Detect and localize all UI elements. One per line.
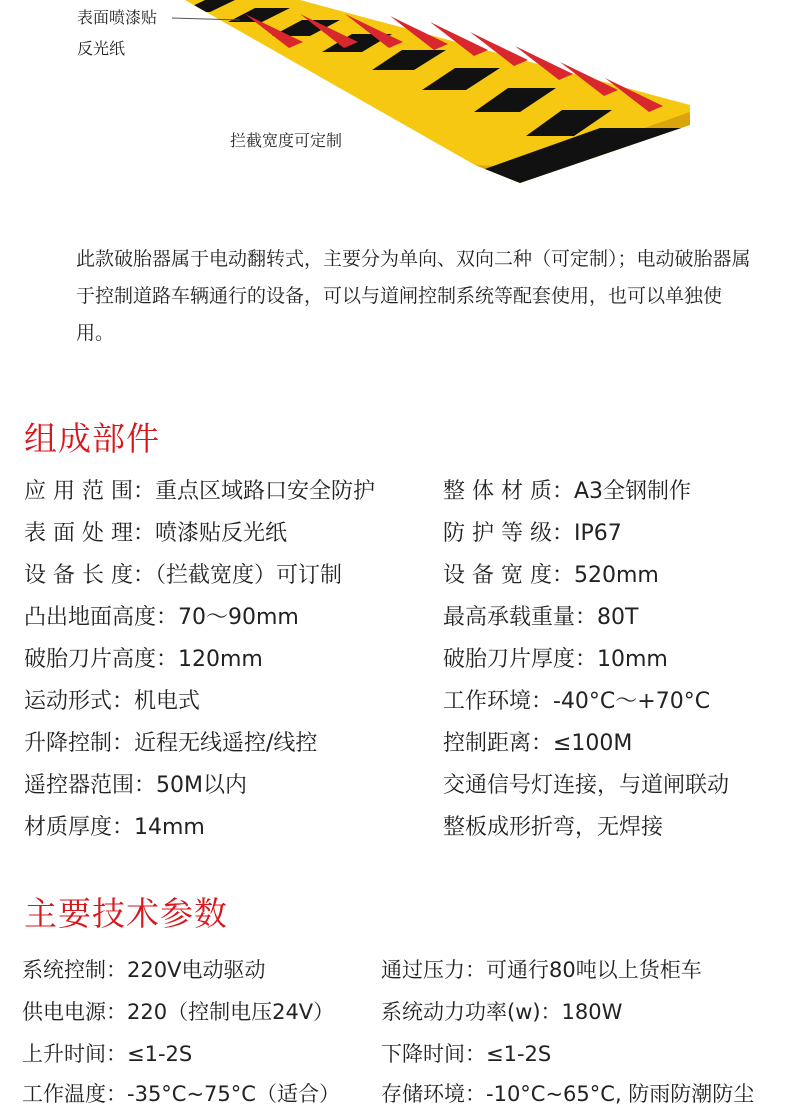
param-left: 供电电源：220（控制电压24V）	[22, 1000, 335, 1024]
product-illustration	[0, 0, 790, 215]
param-left: 上升时间：≤1-2S	[22, 1042, 193, 1066]
spec-left: 遥控器范围：50M以内	[24, 773, 247, 798]
intro-paragraph: 此款破胎器属于电动翻转式，主要分为单向、双向二种（可定制）；电动破胎器属于控制道路车辆通行的设备，可以与道闸控制系统等配套使用，也可以单独使用。	[76, 248, 751, 344]
spec-right: 交通信号灯连接，与道闸联动	[443, 773, 730, 798]
param-right: 系统动力功率(w)：180W	[381, 1000, 623, 1024]
spec-left: 运动形式：机电式	[24, 689, 201, 714]
parameters-title: 主要技术参数	[24, 894, 228, 933]
spec-right: 最高承载重量：80T	[443, 605, 639, 630]
spec-right: 工作环境：-40°C～+70°C	[443, 689, 711, 714]
spec-left: 设 备 长 度：（拦截宽度）可订制	[24, 563, 342, 588]
spec-left: 材质厚度：14mm	[24, 815, 205, 840]
spec-right: 设 备 宽 度：520mm	[443, 563, 659, 588]
spec-left: 表 面 处 理：喷漆贴反光纸	[24, 521, 287, 546]
spec-right: 整板成形折弯，无焊接	[443, 815, 664, 840]
param-left: 工作温度：-35°C~75°C（适合）	[22, 1082, 340, 1106]
spec-right: 控制距离：≤100M	[443, 731, 633, 756]
param-right: 下降时间：≤1-2S	[381, 1042, 552, 1066]
tire-killer-graphic	[0, 0, 790, 215]
spec-left: 升降控制：近程无线遥控/线控	[24, 731, 318, 756]
callout-surface: 表面喷漆贴	[77, 8, 158, 27]
spec-left: 破胎刀片高度：120mm	[24, 647, 263, 672]
param-right: 通过压力：可通行80吨以上货柜车	[381, 958, 702, 982]
callout-reflective: 反光纸	[77, 39, 126, 58]
spec-right: 破胎刀片厚度：10mm	[443, 647, 668, 672]
components-title: 组成部件	[24, 419, 160, 458]
param-left: 系统控制：220V电动驱动	[22, 958, 266, 982]
param-right: 存储环境：-10°C~65°C, 防雨防潮防尘	[381, 1082, 755, 1106]
spec-left: 凸出地面高度：70～90mm	[24, 605, 299, 630]
spec-left: 应 用 范 围：重点区域路口安全防护	[24, 479, 375, 504]
callout-width: 拦截宽度可定制	[230, 131, 343, 150]
spec-right: 整 体 材 质：A3全钢制作	[443, 479, 692, 504]
spec-right: 防 护 等 级：IP67	[443, 521, 622, 546]
